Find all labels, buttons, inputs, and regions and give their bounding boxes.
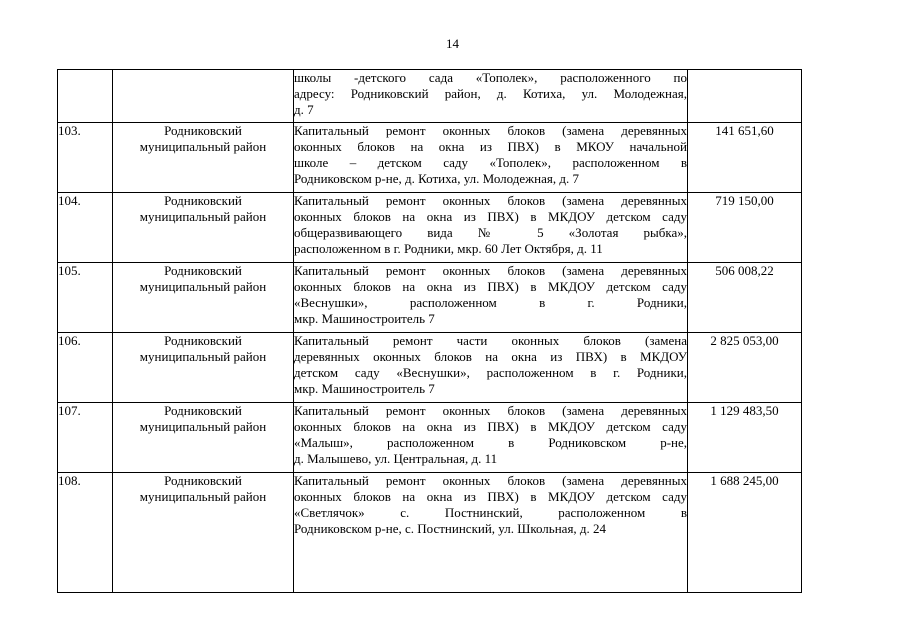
row-amount: 141 651,60 — [688, 123, 802, 193]
description-line: «Малыш», расположенном в Родниковском р-не, — [294, 435, 687, 450]
description-line: Капитальный ремонт оконных блоков (замена деревянных — [294, 193, 687, 208]
municipality-line: муниципальный район — [139, 139, 267, 154]
description-line: оконных блоков на окна из ПВХ) в МКДОУ детском саду — [294, 489, 687, 504]
description-line: Родниковском р-не, с. Постнинский, ул. Школьная, д. 24 — [294, 521, 607, 536]
description-line: оконных блоков на окна из ПВХ) в МКДОУ детском саду — [294, 209, 687, 224]
table-row — [58, 193, 802, 263]
table-row-continuation — [58, 70, 802, 123]
description-line: Капитальный ремонт оконных блоков (замена деревянных — [294, 263, 687, 278]
row-municipality — [113, 473, 294, 593]
description-line: адресу: Родниковский район, д. Котиха, ул. Молодежная, — [294, 86, 687, 101]
description-line: школе – детском саду «Тополек», расположенном в — [294, 155, 687, 170]
row-number: 106. — [58, 333, 113, 403]
row-municipality — [113, 70, 294, 123]
row-number: 105. — [58, 263, 113, 333]
row-amount: 1 129 483,50 — [688, 403, 802, 473]
description-line: «Светлячок» с. Постнинский, расположенном в — [294, 505, 687, 520]
row-amount: 2 825 053,00 — [688, 333, 802, 403]
row-description — [294, 123, 688, 193]
row-amount: 506 008,22 — [688, 263, 802, 333]
row-number: 103. — [58, 123, 113, 193]
description-line: школы -детского сада «Тополек», расположенного по — [294, 70, 687, 85]
table-row — [58, 333, 802, 403]
description-line: оконных блоков на окна из ПВХ) в МКДОУ детском саду — [294, 419, 687, 434]
row-municipality — [113, 193, 294, 263]
municipality-line: Родниковский — [164, 473, 242, 488]
row-amount — [688, 70, 802, 123]
budget-table — [57, 69, 802, 593]
row-description — [294, 403, 688, 473]
row-municipality — [113, 123, 294, 193]
municipality-line: Родниковский — [164, 403, 242, 418]
row-number: 108. — [58, 473, 113, 593]
description-line: мкр. Машиностроитель 7 — [294, 381, 435, 396]
row-number: 107. — [58, 403, 113, 473]
row-municipality — [113, 403, 294, 473]
description-line: Капитальный ремонт оконных блоков (замена деревянных — [294, 403, 687, 418]
table-row — [58, 123, 802, 193]
row-municipality — [113, 263, 294, 333]
description-line: расположенном в г. Родники, мкр. 60 Лет Октября, д. 11 — [294, 241, 603, 256]
description-line: общеразвивающего вида № 5 «Золотая рыбка», — [294, 225, 687, 240]
page-number: 14 — [446, 36, 459, 51]
row-amount: 719 150,00 — [688, 193, 802, 263]
municipality-line: муниципальный район — [139, 489, 267, 504]
description-line: Капитальный ремонт оконных блоков (замена деревянных — [294, 473, 687, 488]
municipality-line: Родниковский — [164, 123, 242, 138]
row-municipality — [113, 333, 294, 403]
description-line: деревянных оконных блоков на окна из ПВХ) в МКДОУ — [294, 349, 687, 364]
row-amount: 1 688 245,00 — [688, 473, 802, 593]
description-line: мкр. Машиностроитель 7 — [294, 311, 435, 326]
municipality-line: Родниковский — [164, 193, 242, 208]
row-description — [294, 333, 688, 403]
municipality-line: муниципальный район — [139, 279, 267, 294]
description-line: Капитальный ремонт части оконных блоков (замена — [294, 333, 687, 348]
description-line: оконных блоков на окна из ПВХ) в МКОУ начальной — [294, 139, 687, 154]
municipality-line: муниципальный район — [139, 419, 267, 434]
description-line: д. Малышево, ул. Центральная, д. 11 — [294, 451, 498, 466]
row-description — [294, 70, 688, 123]
description-line: Родниковском р-не, д. Котиха, ул. Молодежная, д. 7 — [294, 171, 579, 186]
description-line: «Веснушки», расположенном в г. Родники, — [294, 295, 687, 310]
municipality-line: Родниковский — [164, 263, 242, 278]
municipality-line: муниципальный район — [139, 209, 267, 224]
description-line: Капитальный ремонт оконных блоков (замена деревянных — [294, 123, 687, 138]
table-row — [58, 263, 802, 333]
row-description — [294, 193, 688, 263]
description-line: д. 7 — [294, 102, 314, 117]
municipality-line: муниципальный район — [139, 349, 267, 364]
description-line: детском саду «Веснушки», расположенном в г. Родники, — [294, 365, 687, 380]
row-number: 104. — [58, 193, 113, 263]
row-description — [294, 263, 688, 333]
municipality-line: Родниковский — [164, 333, 242, 348]
row-number — [58, 70, 113, 123]
row-description — [294, 473, 688, 593]
table-row — [58, 473, 802, 593]
table-row — [58, 403, 802, 473]
description-line: оконных блоков на окна из ПВХ) в МКДОУ детском саду — [294, 279, 687, 294]
